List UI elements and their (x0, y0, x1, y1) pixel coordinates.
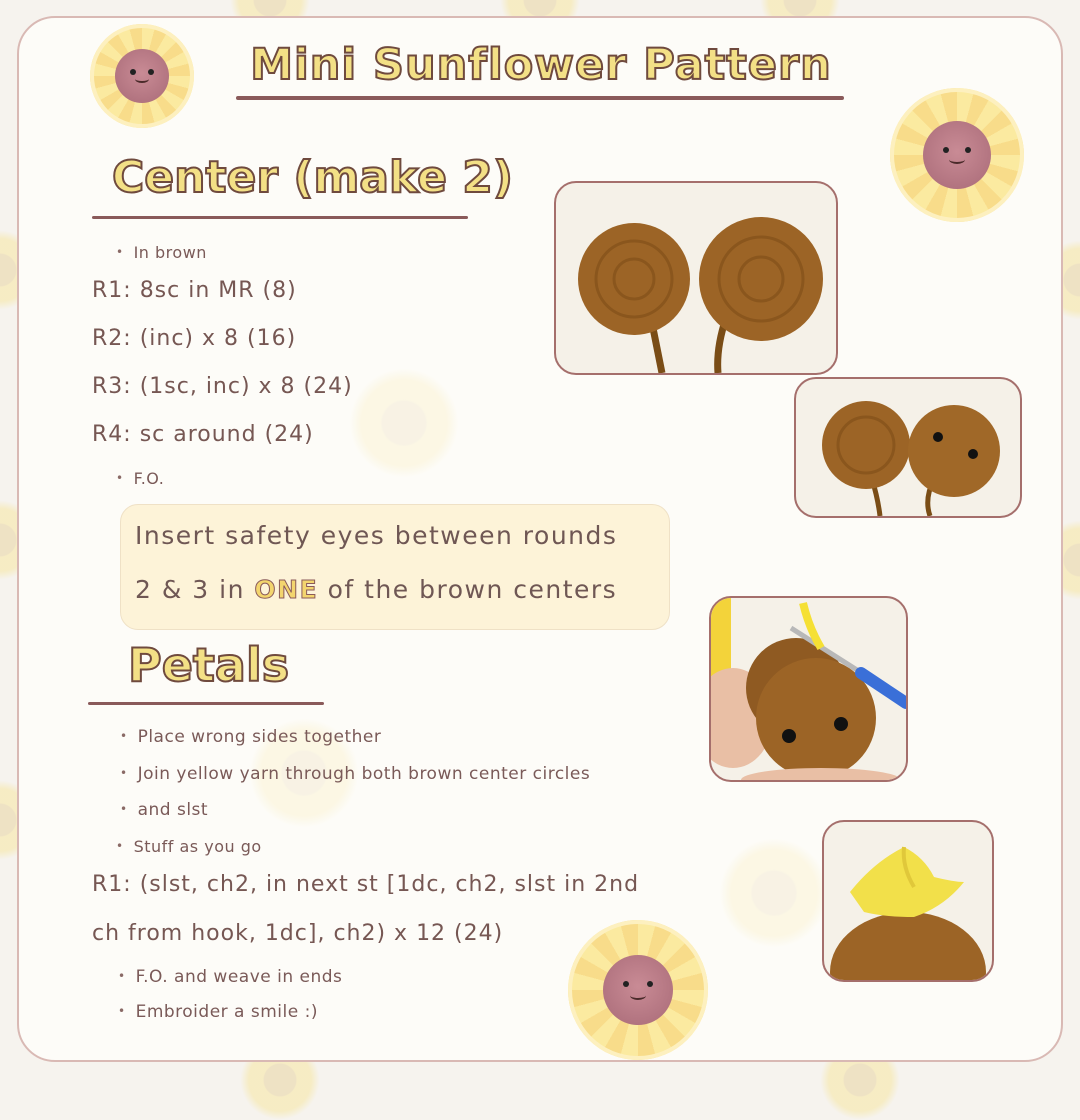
petals-step-1: • Place wrong sides together (120, 727, 381, 747)
note-emphasis: ONE (254, 575, 319, 604)
watermark-flower (719, 838, 829, 948)
center-round-4: R4: sc around (24) (92, 422, 314, 447)
note-line-2 (135, 575, 617, 604)
petals-step-2-continued: • and slst (120, 800, 208, 820)
petals-heading: Petals (128, 638, 290, 692)
petals-step-3: • Stuff as you go (116, 837, 262, 856)
center-heading-underline (92, 216, 468, 219)
note-line-2-start: 2 & 3 in (135, 575, 255, 604)
sunflower-plush-top-right (890, 88, 1024, 222)
petals-heading-underline (88, 702, 324, 705)
center-color-note: • In brown (116, 243, 207, 262)
center-round-1: R1: 8sc in MR (8) (92, 278, 297, 303)
petals-round-1-part-b: ch from hook, 1dc], ch2) x 12 (24) (92, 921, 504, 946)
photo-first-petal (822, 820, 994, 982)
page-title: Mini Sunflower Pattern (250, 40, 832, 90)
photo-centers-with-eyes (794, 377, 1022, 518)
petals-finish-2: • Embroider a smile :) (118, 1002, 318, 1022)
sunflower-plush-top-left (90, 24, 194, 128)
photo-joining-yellow-yarn (709, 596, 908, 782)
sunflower-plush-bottom (568, 920, 708, 1060)
petals-step-2: • Join yellow yarn through both brown center circles (120, 764, 590, 784)
petals-round-1-part-a: R1: (slst, ch2, in next st [1dc, ch2, slst in 2nd (92, 872, 640, 897)
title-underline (236, 96, 844, 100)
watermark-flower (349, 368, 459, 478)
center-round-2: R2: (inc) x 8 (16) (92, 326, 297, 351)
note-line-1: Insert safety eyes between rounds (135, 521, 618, 550)
center-heading: Center (make 2) (112, 152, 513, 203)
photo-two-brown-centers (554, 181, 838, 375)
center-finish: • F.O. (116, 469, 164, 488)
safety-eyes-note (120, 504, 670, 630)
center-round-3: R3: (1sc, inc) x 8 (24) (92, 374, 353, 399)
note-line-2-end: of the brown centers (318, 575, 618, 604)
petals-finish-1: • F.O. and weave in ends (118, 967, 342, 987)
